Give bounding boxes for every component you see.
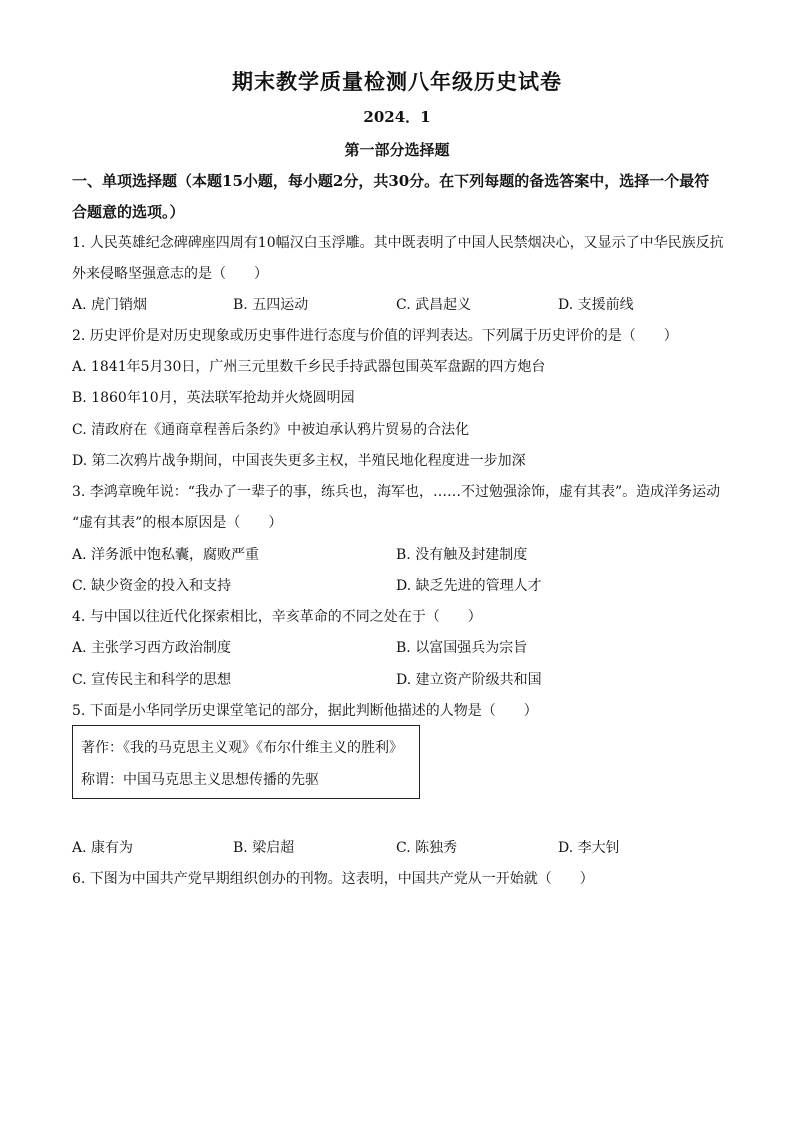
q2-option-b: B. 1860年10月，英法联军抢劫并火烧圆明园 [72,390,355,406]
q5-option-d: D. 李大钊 [558,840,620,856]
q5-option-b: B. 梁启超 [233,840,295,856]
q3-option-a: A. 洋务派中饱私囊，腐败严重 [72,547,260,563]
page-title: 期末教学质量检测八年级历史试卷 [232,69,562,94]
q4-option-d: D. 建立资产阶级共和国 [396,672,542,688]
q2-stem: 2. 历史评价是对历史现象或历史事件进行态度与价值的评判表达。下列属于历史评价的是（ ） [72,328,678,344]
q5-option-c: C. 陈独秀 [396,840,458,856]
q4-stem: 4. 与中国以往近代化探索相比，辛亥革命的不同之处在于（ ） [72,609,482,625]
q1-option-d: D. 支援前线 [558,297,634,313]
q1-option-c: C. 武昌起义 [396,297,472,313]
q1-option-a: A. 虎门销烟 [72,297,148,313]
q2-option-d: D. 第二次鸦片战争期间，中国丧失更多主权，半殖民地化程度进一步加深 [72,453,526,469]
q4-option-a: A. 主张学习西方政治制度 [72,640,232,656]
q3-stem-line1: 3. 李鸿章晚年说：“我办了一辈子的事，练兵也，海军也，……不过勉强涂饰，虚有其表”。造成洋务运动 [72,484,721,500]
q2-option-c: C. 清政府在《通商章程善后条约》中被迫承认鸦片贸易的合法化 [72,422,470,438]
q5-note-works: 著作：《我的马克思主义观》《布尔什维主义的胜利》 [81,740,403,756]
exam-date: 2024．1 [363,108,431,126]
section-heading: 一、单项选择题（本题15小题，每小题2分，共30分。在下列每题的备选答案中，选择一个最符合题意的选项。） [72,172,710,221]
q5-stem: 5. 下面是小华同学历史课堂笔记的部分，据此判断他描述的人物是（ ） [72,703,538,719]
q3-stem-line2: “虚有其表”的根本原因是（ ） [72,515,283,531]
part-heading: 第一部分选择题 [344,141,450,159]
q5-note-title: 称谓：中国马克思主义思想传播的先驱 [81,772,319,788]
q3-option-b: B. 没有触及封建制度 [396,547,528,563]
q4-option-b: B. 以富国强兵为宗旨 [396,640,528,656]
q1-option-b: B. 五四运动 [233,297,309,313]
q3-option-c: C. 缺少资金的投入和支持 [72,578,232,594]
q2-option-a: A. 1841年5月30日，广州三元里数千乡民手持武器包围英军盘踞的四方炮台 [72,359,546,375]
q5-option-a: A. 康有为 [72,840,134,856]
q1-stem-line2: 外来侵略坚强意志的是（ ） [72,266,268,282]
q4-option-c: C. 宣传民主和科学的思想 [72,672,232,688]
q1-stem-line1: 1. 人民英雄纪念碑碑座四周有10幅汉白玉浮雕。其中既表明了中国人民禁烟决心，又显示了中华民族反抗 [72,235,724,251]
q5-note-box [72,725,420,799]
q6-stem: 6. 下图为中国共产党早期组织创办的刊物。这表明，中国共产党从一开始就（ ） [72,871,594,887]
q3-option-d: D. 缺乏先进的管理人才 [396,578,542,594]
